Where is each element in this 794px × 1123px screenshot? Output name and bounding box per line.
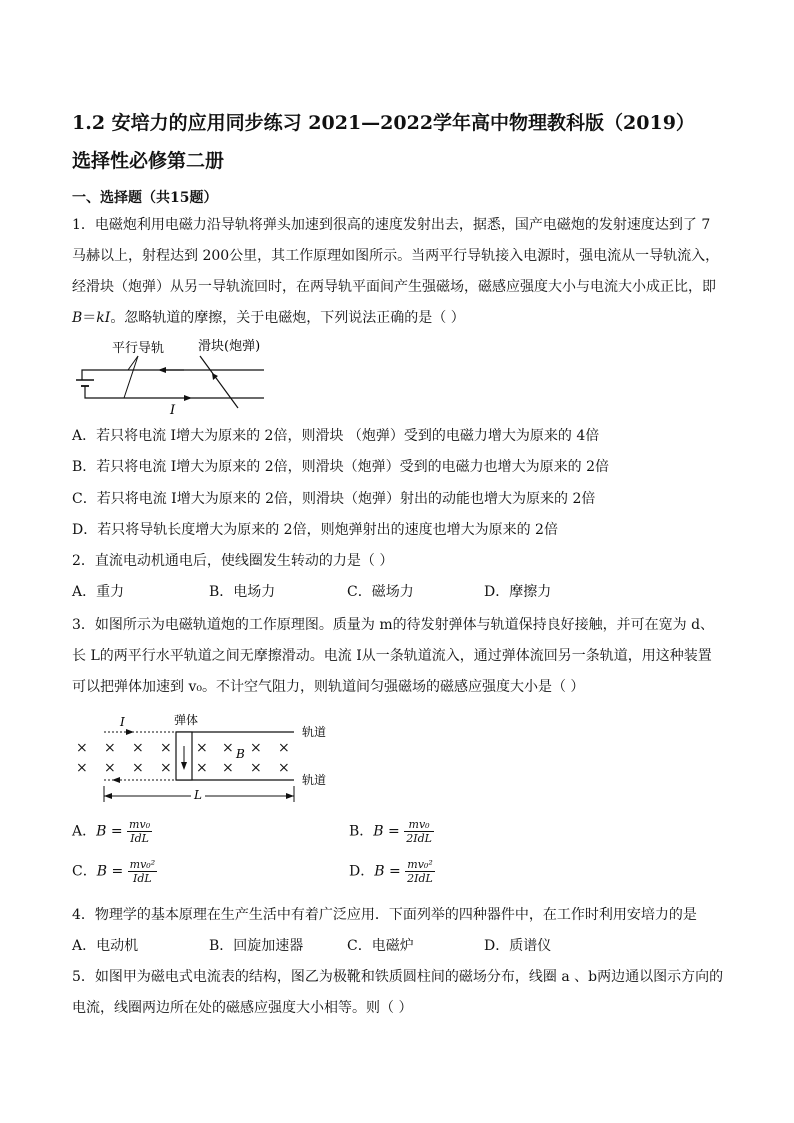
q1-railgun-diagram bbox=[72, 334, 282, 416]
q3-option-d-fraction: $\frac{\text{mv₀²}}{\text{2IdL}}$ bbox=[407, 858, 433, 885]
q1-option-a: A．若只将电流 I增大为原来的 2倍，则滑块 （炮弹）受到的电磁力增大为原来的 4倍 bbox=[72, 428, 600, 444]
q1-symbol-b: B bbox=[72, 310, 83, 326]
svg-text:×: × bbox=[76, 740, 88, 756]
q1-line-2: 马赫以上，射程达到 200公里，其工作原理如图所示。当两平行导轨接入电源时，强电流从一导轨流入， bbox=[72, 248, 720, 264]
document-title bbox=[72, 104, 732, 180]
svg-text:×: × bbox=[160, 760, 172, 776]
svg-text:×: × bbox=[196, 740, 208, 756]
q3-line-2: 长 L的两平行水平轨道之间无摩擦滑动。电流 I从一条轨道流入，通过弹体流回另一条轨道，用这种装置 bbox=[72, 648, 712, 664]
svg-text:×: × bbox=[196, 760, 208, 776]
q4-option-a: A．电动机 bbox=[72, 938, 139, 954]
q2-option-b: B．电场力 bbox=[209, 584, 276, 600]
q4-option-d: D．质谱仪 bbox=[484, 938, 552, 954]
q3-current-arrow-icon bbox=[126, 729, 134, 735]
q3-label-rail-bottom: 轨道 bbox=[302, 773, 327, 787]
q4-option-b: B．回旋加速器 bbox=[209, 938, 304, 954]
q2-option-d: D．摩擦力 bbox=[484, 584, 552, 600]
q3-dim-right-arrow-icon bbox=[286, 793, 294, 799]
svg-text:×: × bbox=[76, 760, 88, 776]
q3-option-a: A．B = $\frac{\text{mv₀}}{\text{IdL}}$ bbox=[72, 818, 151, 845]
q3-return-arrow-icon bbox=[112, 777, 120, 783]
q1-option-d: D．若只将导轨长度增大为原来的 2倍，则炮弹射出的速度也增大为原来的 2倍 bbox=[72, 522, 558, 538]
q3-label-field: B bbox=[236, 747, 245, 761]
q3-option-b-fraction: $\frac{\text{mv₀}}{\text{2IdL}}$ bbox=[406, 818, 432, 845]
svg-text:×: × bbox=[104, 740, 116, 756]
svg-text:×: × bbox=[132, 760, 144, 776]
q1-line-1: 1．电磁炮利用电磁力沿导轨将弹头加速到很高的速度发射出去，据悉，国产电磁炮的发射速度达到了 7 bbox=[72, 217, 711, 233]
q3-line-3: 可以把弹体加速到 v₀。不计空气阻力，则轨道间匀强磁场的磁感应强度大小是（ ） bbox=[72, 679, 585, 695]
q3-option-c-fraction: $\frac{\text{mv₀²}}{\text{IdL}}$ bbox=[129, 858, 156, 885]
question-2-stem: 2．直流电动机通电后，使线圈发生转动的力是（ ） bbox=[72, 553, 394, 569]
q1-line-4 bbox=[72, 303, 724, 334]
q4-option-c: C．电磁炉 bbox=[347, 938, 414, 954]
q3-dim-left-arrow-icon bbox=[104, 793, 112, 799]
q5-line-1: 5．如图甲为磁电式电流表的结构，图乙为极靴和铁质圆柱间的磁场分布，线圈 a 、b两边通以图示方向的 bbox=[72, 969, 724, 985]
svg-text:×: × bbox=[160, 740, 172, 756]
title-line-1: 1.2 安培力的应用同步练习 2021—2022学年高中物理教科版（2019） bbox=[72, 112, 695, 134]
q3-option-b: B．B = $\frac{\text{mv₀}}{\text{2IdL}}$ bbox=[349, 818, 432, 845]
q1-label-current: I bbox=[170, 403, 176, 416]
svg-text:×: × bbox=[278, 740, 290, 756]
svg-text:×: × bbox=[250, 760, 262, 776]
q2-option-a: A．重力 bbox=[72, 584, 125, 600]
q2-option-c: C．磁场力 bbox=[347, 584, 414, 600]
question-4-stem: 4．物理学的基本原理在生产生活中有着广泛应用．下面列举的四种器件中，在工作时利用安培力的是 bbox=[72, 907, 697, 923]
q1-symbol-ki: kI bbox=[96, 310, 111, 326]
question-3-stem bbox=[72, 610, 724, 703]
section-heading: 一、选择题（共15题） bbox=[72, 190, 218, 206]
q3-option-a-fraction: $\frac{\text{mv₀}}{\text{IdL}}$ bbox=[129, 818, 151, 845]
q1-option-c: C．若只将电流 I增大为原来的 2倍，则滑块（炮弹）射出的动能也增大为原来的 2倍 bbox=[72, 491, 596, 507]
q1-line-4-rest: 。忽略轨道的摩擦，关于电磁炮，下列说法正确的是（ ） bbox=[110, 310, 465, 326]
q3-option-c: C．B = $\frac{\text{mv₀²}}{\text{IdL}}$ bbox=[72, 858, 156, 885]
q3-line-1: 3．如图所示为电磁轨道炮的工作原理图。质量为 m的待发射弹体与轨道保持良好接触，并可在宽为 d、 bbox=[72, 617, 715, 633]
svg-text:×: × bbox=[104, 760, 116, 776]
q1-arrow-right-icon bbox=[184, 395, 192, 401]
svg-text:×: × bbox=[222, 760, 234, 776]
svg-text:×: × bbox=[278, 760, 290, 776]
svg-text:×: × bbox=[250, 740, 262, 756]
question-1-stem bbox=[72, 210, 724, 334]
q1-slider bbox=[200, 356, 238, 408]
q3-label-length: L bbox=[194, 788, 202, 802]
q3-railgun-diagram bbox=[72, 712, 342, 804]
svg-text:×: × bbox=[132, 740, 144, 756]
title-line-2: 选择性必修第二册 bbox=[72, 150, 225, 172]
q1-arrow-left-icon bbox=[158, 367, 166, 373]
q1-line-3: 经滑块（炮弹）从另一导轨流回时，在两导轨平面间产生强磁场，磁感应强度大小与电流大小成正比，即 bbox=[72, 279, 716, 295]
question-5-stem bbox=[72, 962, 724, 1024]
q3-label-body: 弹体 bbox=[174, 713, 199, 727]
q1-option-b: B．若只将电流 I增大为原来的 2倍，则滑块（炮弹）受到的电磁力也增大为原来的 2倍 bbox=[72, 459, 609, 475]
q1-label-rails: 平行导轨 bbox=[112, 341, 165, 356]
q3-label-rail-top: 轨道 bbox=[302, 725, 327, 739]
q3-label-current: I bbox=[120, 715, 125, 729]
q1-equals: ＝ bbox=[82, 310, 97, 326]
q3-option-d: D．B = $\frac{\text{mv₀²}}{\text{2IdL}}$ bbox=[349, 858, 433, 885]
q5-line-2: 电流，线圈两边所在处的磁感应强度大小相等。则（ ） bbox=[72, 1000, 413, 1016]
svg-text:×: × bbox=[222, 740, 234, 756]
q1-label-slider: 滑块(炮弹) bbox=[198, 339, 261, 354]
